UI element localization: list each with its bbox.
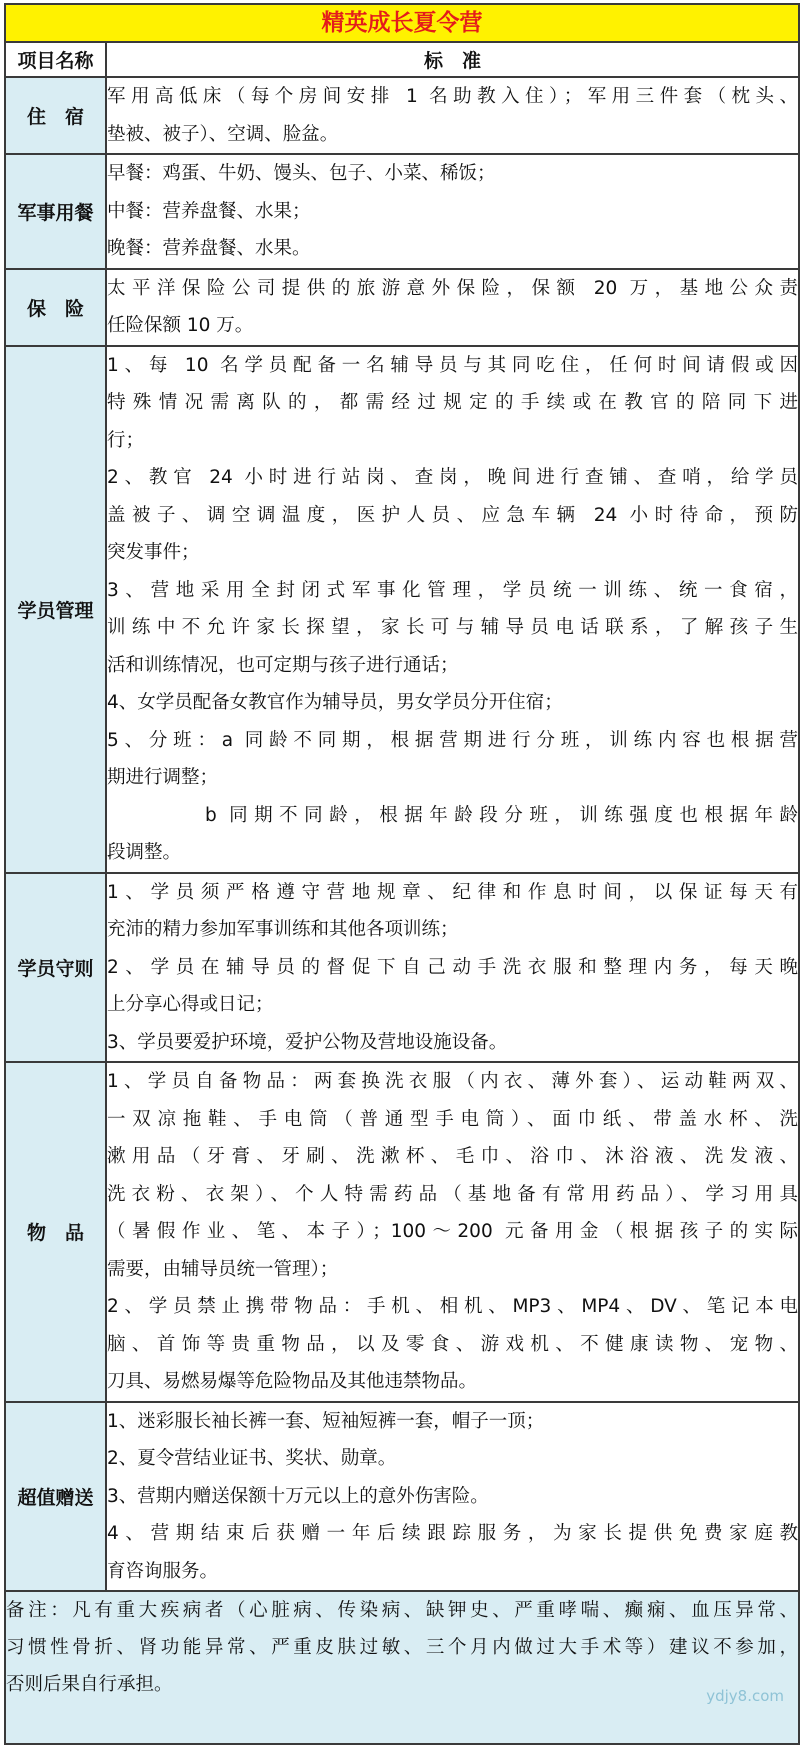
row-label: 保 险 — [5, 269, 106, 346]
table-row-accommodation — [5, 77, 799, 154]
note-text — [5, 1591, 799, 1744]
header-row — [5, 42, 799, 77]
content-line: 充沛的精力参加军事训练和其他各项训练； — [107, 919, 459, 940]
table-row-meals — [5, 154, 799, 269]
row-label: 学员管理 — [5, 346, 106, 873]
content-line: 突发事件； — [107, 542, 200, 563]
content-line: 行； — [107, 429, 145, 451]
content-line: 特殊情况需离队的，都需经过规定的手续或在教官的陪同下进 — [107, 392, 798, 413]
content-line: 刀具、易燃易爆等危险物品及其他违禁物品。 — [107, 1371, 478, 1392]
content-line: b 同期不同龄，根据年龄段分班，训练强度也根据年龄 — [205, 804, 798, 826]
row-content — [106, 154, 799, 269]
row-content — [106, 1062, 799, 1402]
content-line: 盖被子、调空调温度，医护人员、应急车辆 24 小时待命，预防 — [107, 504, 798, 526]
content-line: 1、学员须严格遵守营地规章、纪律和作息时间，以保证每天有 — [107, 881, 798, 903]
row-content — [106, 1402, 799, 1592]
content-line: 1、迷彩服长袖长裤一套、短袖短裤一套，帽子一顶； — [107, 1410, 545, 1432]
title-row — [5, 4, 799, 42]
camp-standards-sheet — [4, 3, 798, 1745]
content-line: 上分享心得或日记； — [107, 994, 274, 1015]
header-item-name: 项目名称 — [5, 42, 106, 77]
row-label: 住 宿 — [5, 77, 106, 154]
note-line: 习惯性骨折、肾功能异常、严重皮肤过敏、三个月内做过大手术等）建议不参加， — [6, 1637, 798, 1658]
header-standard: 标 准 — [106, 42, 799, 77]
note-line: 备注：凡有重大疾病者（心脏病、传染病、缺钾史、严重哮喘、癫痫、血压异常、 — [6, 1600, 798, 1621]
content-line: （暑假作业、笔、本子）；100～200 元备用金（根据孩子的实际 — [107, 1221, 798, 1242]
content-line: 期进行调整； — [107, 767, 219, 788]
content-line: 育咨询服务。 — [107, 1560, 219, 1582]
page-title: 精英成长夏令营 — [5, 4, 799, 42]
row-label: 超值赠送 — [5, 1402, 106, 1592]
content-line: 2、夏令营结业证书、奖状、勋章。 — [107, 1448, 397, 1469]
table-row-items — [5, 1062, 799, 1402]
row-label: 学员守则 — [5, 873, 106, 1063]
content-line: 中餐：营养盘餐、水果； — [107, 200, 311, 222]
table-row-insurance — [5, 269, 799, 346]
content-line: 漱用品（牙膏、牙刷、洗漱杯、毛巾、浴巾、沐浴液、洗发液、 — [107, 1146, 798, 1167]
content-line: 太平洋保险公司提供的旅游意外保险，保额 20 万，基地公众责 — [107, 277, 798, 299]
content-line: 段调整。 — [107, 842, 182, 863]
row-content — [106, 346, 799, 873]
content-line: 1、学员自备物品：两套换洗衣服（内衣、薄外套）、运动鞋两双、 — [107, 1071, 798, 1092]
content-line: 晚餐：营养盘餐、水果。 — [107, 238, 311, 259]
content-line: 4、女学员配备女教官作为辅导员，男女学员分开住宿； — [107, 692, 563, 713]
note-row — [5, 1591, 799, 1744]
content-line: 2、学员禁止携带物品：手机、相机、MP3、MP4、DV、笔记本电 — [107, 1296, 798, 1317]
content-line: 洗衣粉、衣架）、个人特需药品（基地备有常用药品）、学习用具 — [107, 1183, 798, 1205]
content-line: 军用高低床（每个房间安排 1 名助教入住）；军用三件套（枕头、 — [107, 86, 798, 107]
content-line: 活和训练情况，也可定期与孩子进行通话； — [107, 654, 459, 676]
standards-table — [4, 3, 800, 1745]
row-label: 军事用餐 — [5, 154, 106, 269]
table-row-free-gifts — [5, 1402, 799, 1592]
content-line: 任险保额 10 万。 — [107, 315, 254, 336]
note-line: 否则后果自行承担。 — [6, 1674, 173, 1695]
content-line: 训练中不允许家长探望，家长可与辅导员电话联系，了解孩子生 — [107, 617, 798, 638]
row-label: 物 品 — [5, 1062, 106, 1402]
row-content — [106, 77, 799, 154]
content-line: 3、营地采用全封闭式军事化管理，学员统一训练、统一食宿， — [107, 579, 798, 601]
content-line: 1、每 10 名学员配备一名辅导员与其同吃住，任何时间请假或因 — [107, 354, 798, 376]
content-line: 3、学员要爱护环境，爱护公物及营地设施设备。 — [107, 1031, 508, 1053]
content-line: 3、营期内赠送保额十万元以上的意外伤害险。 — [107, 1485, 489, 1507]
content-line: 4、营期结束后获赠一年后续跟踪服务，为家长提供免费家庭教 — [107, 1523, 798, 1544]
watermark: ydjy8.com — [706, 1687, 784, 1705]
content-line: 一双凉拖鞋、手电筒（普通型手电筒）、面巾纸、带盖水杯、洗 — [107, 1108, 798, 1130]
content-line: 2、教官 24 小时进行站岗、查岗，晚间进行查铺、查哨，给学员 — [107, 467, 798, 488]
content-line: 垫被、被子）、空调、脸盆。 — [107, 123, 339, 145]
content-line: 2、学员在辅导员的督促下自己动手洗衣服和整理内务，每天晚 — [107, 956, 798, 978]
content-line: 脑、首饰等贵重物品，以及零食、游戏机、不健康读物、宠物、 — [107, 1333, 798, 1355]
content-line: 5、分班：a 同龄不同期，根据营期进行分班，训练内容也根据营 — [107, 729, 798, 751]
row-content — [106, 873, 799, 1063]
table-row-student-rules — [5, 873, 799, 1063]
table-row-student-management — [5, 346, 799, 873]
row-content — [106, 269, 799, 346]
content-line: 需要，由辅导员统一管理）； — [107, 1258, 339, 1280]
content-line: 早餐：鸡蛋、牛奶、馒头、包子、小菜、稀饭； — [107, 163, 496, 184]
